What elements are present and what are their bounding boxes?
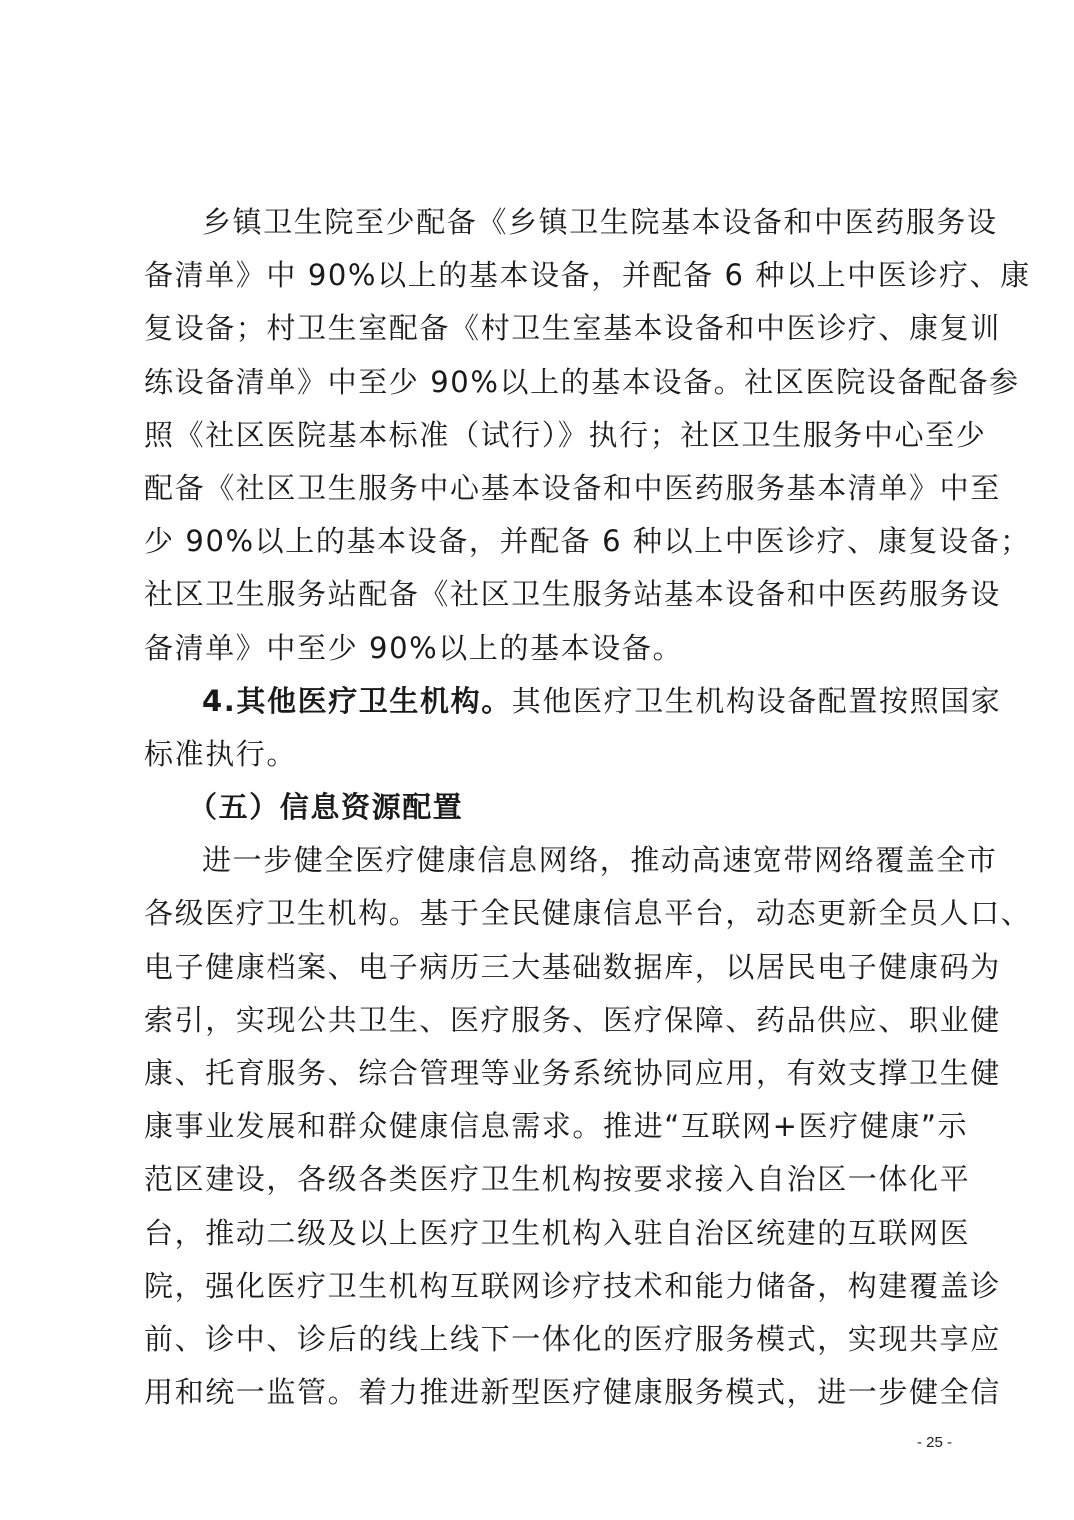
- text-line: 备清单》中至少 90%以上的基本设备。: [144, 630, 684, 665]
- text-line: 院，强化医疗卫生机构互联网诊疗技术和能力储备，构建覆盖诊: [144, 1268, 1001, 1303]
- text-line: [144, 675, 1002, 728]
- text-line: 进一步健全医疗健康信息网络，推动高速宽带网络覆盖全市: [202, 843, 998, 878]
- text-line: 复设备；村卫生室配备《村卫生室基本设备和中医诊疗、康复训: [144, 311, 1001, 346]
- text-line: 用和统一监管。着力推进新型医疗健康服务模式，进一步健全信: [144, 1375, 1001, 1410]
- text-line: 练设备清单》中至少 90%以上的基本设备。社区医院设备配备参: [144, 364, 1020, 399]
- text-line: 前、诊中、诊后的线上线下一体化的医疗服务模式，实现共享应: [144, 1321, 1001, 1356]
- text-line: 康事业发展和群众健康信息需求。推进“互联网+医疗健康”示: [144, 1109, 969, 1144]
- text-line: 范区建设，各级各类医疗卫生机构按要求接入自治区一体化平: [144, 1162, 971, 1197]
- text-line: 各级医疗卫生机构。基于全民健康信息平台，动态更新全员人口、: [144, 896, 1032, 931]
- text-line: 备清单》中 90%以上的基本设备，并配备 6 种以上中医诊疗、康: [144, 258, 1031, 293]
- page-number: - 25 -: [916, 1434, 952, 1451]
- section-heading: （五）信息资源配置: [188, 790, 464, 825]
- text-line: 索引，实现公共卫生、医疗服务、医疗保障、药品供应、职业健: [144, 1002, 1001, 1037]
- text-line: 社区卫生服务站配备《社区卫生服务站基本设备和中医药服务设: [144, 577, 1001, 612]
- paragraph-information-resources: [144, 834, 1032, 1419]
- text-line: 台，推动二级及以上医疗卫生机构入驻自治区统建的互联网医: [144, 1215, 971, 1250]
- document-body: [144, 196, 1032, 1419]
- paragraph-other-institutions: [144, 675, 1002, 781]
- text-line: 配备《社区卫生服务中心基本设备和中医药服务基本清单》中至: [144, 470, 1001, 505]
- text-line: 康、托育服务、综合管理等业务系统协同应用，有效支撑卫生健: [144, 1056, 1001, 1090]
- text-run: 其他医疗卫生机构设备配置按照国家: [511, 683, 1002, 718]
- paragraph-equipment-standards: [144, 196, 1031, 675]
- text-line: 标准执行。: [144, 736, 298, 771]
- text-line: 照《社区医院基本标准（试行）》执行；社区卫生服务中心至少: [144, 417, 987, 452]
- text-line: 乡镇卫生院至少配备《乡镇卫生院基本设备和中医药服务设: [202, 205, 998, 239]
- text-line: 电子健康档案、电子病历三大基础数据库，以居民电子健康码为: [144, 949, 1001, 984]
- text-line: 少 90%以上的基本设备，并配备 6 种以上中医诊疗、康复设备；: [144, 524, 1031, 559]
- bold-lead-in: 4.其他医疗卫生机构。: [202, 683, 512, 718]
